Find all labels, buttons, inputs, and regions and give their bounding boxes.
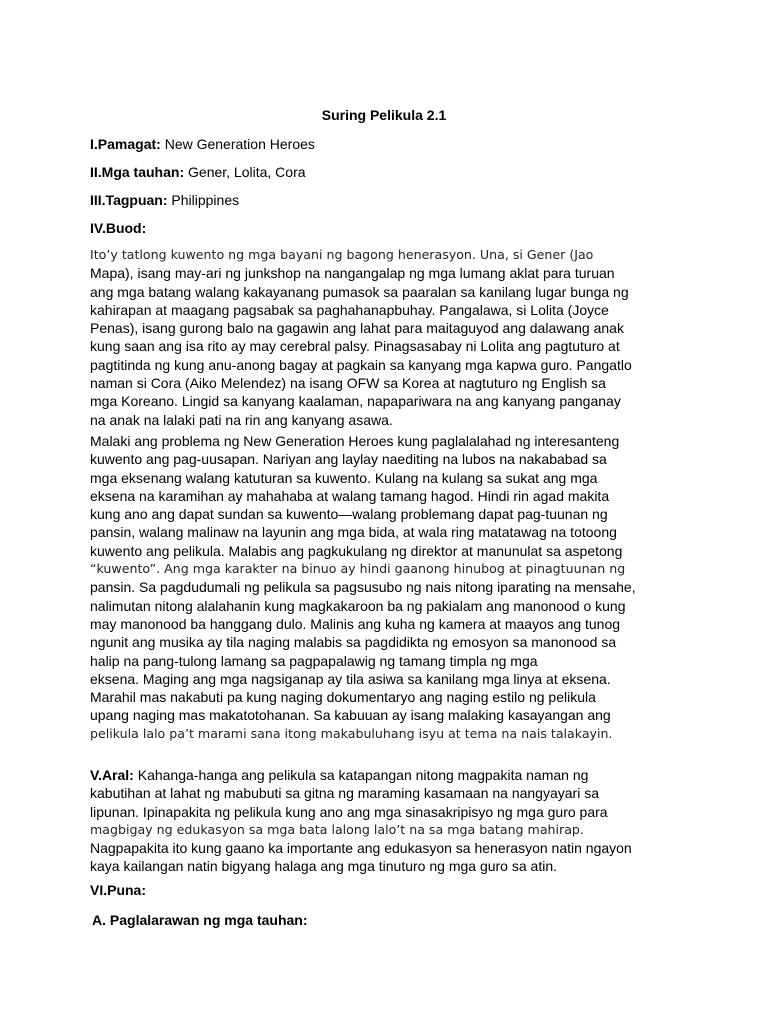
text-line: may manonood ba hanggang dulo. Malinis ang kuha ng kamera at maayos ang tunog [90,615,621,632]
text-line: kung ano ang dapat sundan sa kuwento—walang problemang dapat pag-tuunan ng [90,506,608,523]
text-line: kabutihan at lahat ng mabubuti sa gitna ng maraming kasamaan na nangyayari sa [90,785,599,802]
buod-heading [90,220,146,236]
aral-first-line: Kahanga-hanga ang pelikula sa katapangan nitong magpakita naman ng [133,767,589,783]
pamagat-label: I.Pamagat: [90,136,161,152]
tauhan-value: Gener, Lolita, Cora [188,164,306,180]
text-line: naman si Cora (Aiko Melendez) na isang OFW sa Korea at nagtuturo ng English sa [90,375,606,392]
text-line: Mapa), isang may-ari ng junkshop na nangangalap ng mga lumang aklat para turuan [90,265,615,282]
text-line: pansin, walang malinaw na layunin ang mga bida, at wala ring matatawag na totoong [90,524,617,541]
tauhan-label: II.Mga tauhan: [90,164,185,180]
buod-paragraph [90,246,690,429]
text-line [90,766,690,784]
tagpuan-value: Philippines [171,192,240,208]
aral-label: V.Aral: [90,767,134,783]
text-line: nalimutan nitong alalahanin kung magkakaroon ba ng pakialam ang manonood o kung [90,597,626,614]
puna-label: VI.Puna: [90,882,147,898]
text-line: Ito’y tatlong kuwento ng mga bayani ng bagong henerasyon. Una, si Gener (Jao [90,247,594,262]
text-line: pelikula lalo pa’t marami sana itong makabuluhang isyu at tema na nais talakayin. [90,725,613,741]
kritika-paragraph [90,432,690,743]
text-line: “kuwento”. Ang mga karakter na binuo ay hindi gaanong hinubog at pinagtuunan ng [90,561,626,577]
text-line: mga eksenang walang katuturan sa kuwento. Kulang na kulang sa sukat ang mga [90,469,598,486]
tagpuan-label: III.Tagpuan: [90,192,168,208]
text-line: Nagpapakita ito kung gaano ka importante ang edukasyon sa henerasyon natin ngayon [90,840,632,857]
puna-subheading-a: A. Paglalarawan ng mga tauhan: [92,912,308,928]
text-line: kahirapan at maagang pagsabak sa paghahanapbuhay. Pangalawa, si Lolita (Joyce [90,301,609,318]
text-line: kung saan ang isa rito ay may cerebral palsy. Pinagsasabay ni Lolita ang pagtuturo at [90,338,620,355]
text-line: eksena na karamihan ay mahahaba at walang tamang hagod. Hindi rin agad makita [90,487,610,504]
text-line: lipunan. Ipinapakita ng pelikula kung ano ang mga sinasakripisyo ng mga guro para [90,803,608,820]
tauhan-field [90,164,306,180]
text-line: ngunit ang musika ay tila naging malabis sa pagdidikta ng emosyon sa manonood sa [90,634,617,651]
text-line: mga Koreano. Lingid sa kanyang kaalaman, napapariwara na ang kanyang panganay [90,393,621,410]
text-line: upang naging mas makatotohanan. Sa kabuuan ay isang malaking kasayangan ang [90,707,611,724]
text-line: kuwento ang pag-uusapan. Nariyan ang laylay naediting na lubos na nakababad sa [90,451,607,468]
pamagat-value: New Generation Heroes [164,136,315,152]
pamagat-field [90,136,315,152]
text-line: Malaki ang problema ng New Generation Heroes kung paglalalahad ng interesanteng [90,433,620,449]
text-line: na anak na lalaki pati na rin ang kanyang asawa. [90,411,393,428]
text-line: kuwento ang pelikula. Malabis ang pagkukulang ng direktor at manunulat sa aspetong [90,542,623,559]
tagpuan-field [90,192,239,208]
puna-heading [90,882,146,898]
text-line: Marahil mas nakabuti pa kung naging dokumentaryo ang naging estilo ng pelikula [90,689,596,706]
page-title: Suring Pelikula 2.1 [321,107,447,123]
text-line: kaya kailangan natin bigyang halaga ang mga tinuturo ng mga guro sa atin. [90,858,557,875]
text-line: magbigay ng edukasyon sa mga bata lalong lalo’t na sa mga batang mahirap. [90,821,584,837]
buod-label: IV.Buod: [90,220,147,236]
text-line: pansin. Sa pagdudumali ng pelikula sa pagsusubo ng nais nitong iparating na mensahe, [90,579,636,596]
text-line: Penas), isang gurong balo na gagawin ang lahat para maitaguyod ang dalawang anak [90,320,624,337]
text-line: eksena. Maging ang mga nagsiganap ay tila asiwa sa kanilang mga linya at eksena. [90,670,611,687]
text-line: pagtitinda ng kung anu-anong bagay at pagkain sa kanyang mga kapwa guro. Pangatlo [90,356,632,373]
text-line: halip na pang-tulong lamang sa pagpapalawig ng tamang timpla ng mga [90,652,538,669]
text-line: ang mga batang walang kakayanang pumasok sa paaralan sa kanilang lugar bunga ng [90,283,629,300]
aral-paragraph [90,766,690,876]
